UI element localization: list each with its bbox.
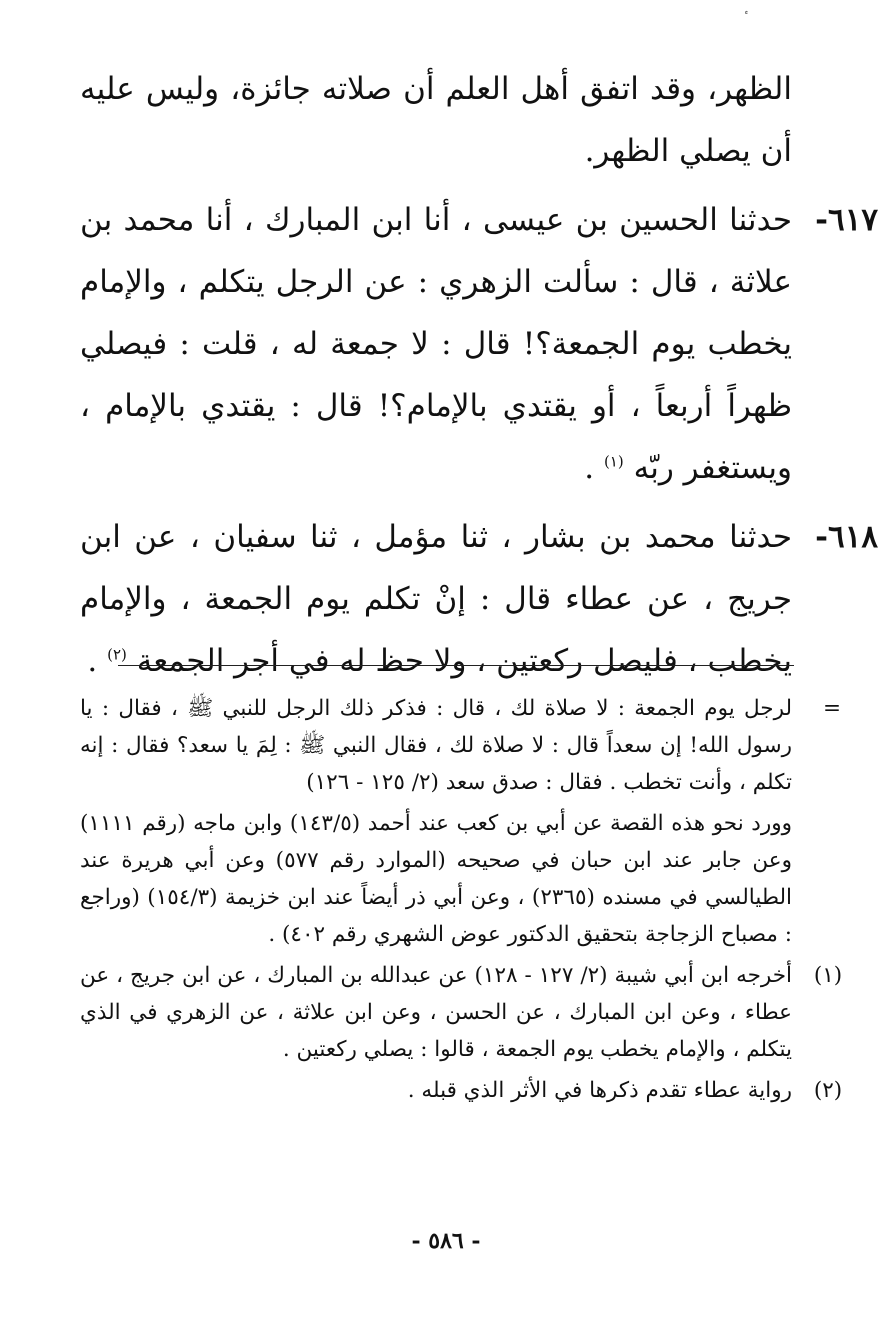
footnote-ref[interactable]: (٢)	[107, 645, 127, 664]
hadith-text: حدثنا محمد بن بشار ، ثنا مؤمل ، ثنا سفيان ، عن ابن جريج ، عن عطاء قال : إنْ تكلم يوم الجمعة ، والإمام يخطب ، فليصل ركعتين ، ولا حظ له في أجر الجمعة	[80, 519, 792, 679]
main-text	[80, 58, 878, 692]
intro-paragraph: الظهر، وقد اتفق أهل العلم أن صلاته جائزة، وليس عليه أن يصلي الظهر.	[80, 71, 792, 169]
hadith-end: .	[87, 643, 108, 679]
hadith-number: ٦١٧-	[815, 202, 878, 238]
footnote-number: (٢)	[813, 1078, 843, 1103]
hadith-number: ٦١٨-	[815, 519, 878, 555]
footnote-continuation-2: وورد نحو هذه القصة عن أبي بن كعب عند أحمد (١٤٣/٥) وابن ماجه (رقم ١١١١) وعن جابر عند ابن حبان في صحيحه (الموارد رقم ٥٧٧) وعن أبي هريرة عند الطيالسي في مسنده (٢٣٦٥) ، وعن أبي ذر أيضاً عند ابن خزيمة (١٥٤/٣) (وراجع : مصباح الزجاجة بتحقيق الدكتور عوض الشهري رقم ٤٠٢) .	[80, 811, 793, 947]
hadith-end: .	[584, 450, 604, 486]
footnote-1	[80, 957, 843, 1068]
footnote-ref[interactable]: (١)	[603, 452, 624, 471]
hadith-617	[80, 189, 878, 499]
footnote-text: رواية عطاء تقدم ذكرها في الأثر الذي قبله .	[407, 1078, 792, 1103]
footnote-number: (١)	[813, 963, 843, 988]
footnote-continuation	[80, 690, 841, 801]
footnote-text: أخرجه ابن أبي شيبة (٢/ ١٢٧ - ١٢٨) عن عبدالله بن المبارك ، عن ابن جريج ، عن عطاء ، وعن ابن المبارك ، عن الحسن ، وعن ابن علاثة ، عن الزهري في الذي يتكلم ، والإمام يخطب يوم الجمعة ، قالوا : يصلي ركعتين .	[80, 963, 793, 1062]
footnote-2	[80, 1072, 843, 1109]
footnote-separator	[118, 665, 794, 666]
footnote-continuation-text: لرجل يوم الجمعة : لا صلاة لك ، قال : فذكر ذلك الرجل للنبي ﷺ ، فقال : يا رسول الله! إن سعداً قال : لا صلاة لك ، فقال النبي ﷺ : لِمَ يا سعد؟ فقال : إنه تكلم ، وأنت تخطب . فقال : صدق سعد (٢/ ١٢٥ - ١٢٦)	[80, 696, 792, 795]
continuation-mark: =	[822, 696, 841, 721]
page-number: - ٥٨٦ -	[411, 1228, 481, 1254]
footnotes	[80, 690, 843, 1109]
hadith-text: حدثنا الحسين بن عيسى ، أنا ابن المبارك ، أنا محمد بن علاثة ، قال : سألت الزهري : عن الرجل يتكلم ، والإمام يخطب يوم الجمعة؟! قال : لا جمعة له ، قلت : فيصلي ظهراً أربعاً ، أو يقتدي بالإمام؟! قال : يقتدي بالإمام ، ويستغفر ربّه	[80, 202, 792, 486]
